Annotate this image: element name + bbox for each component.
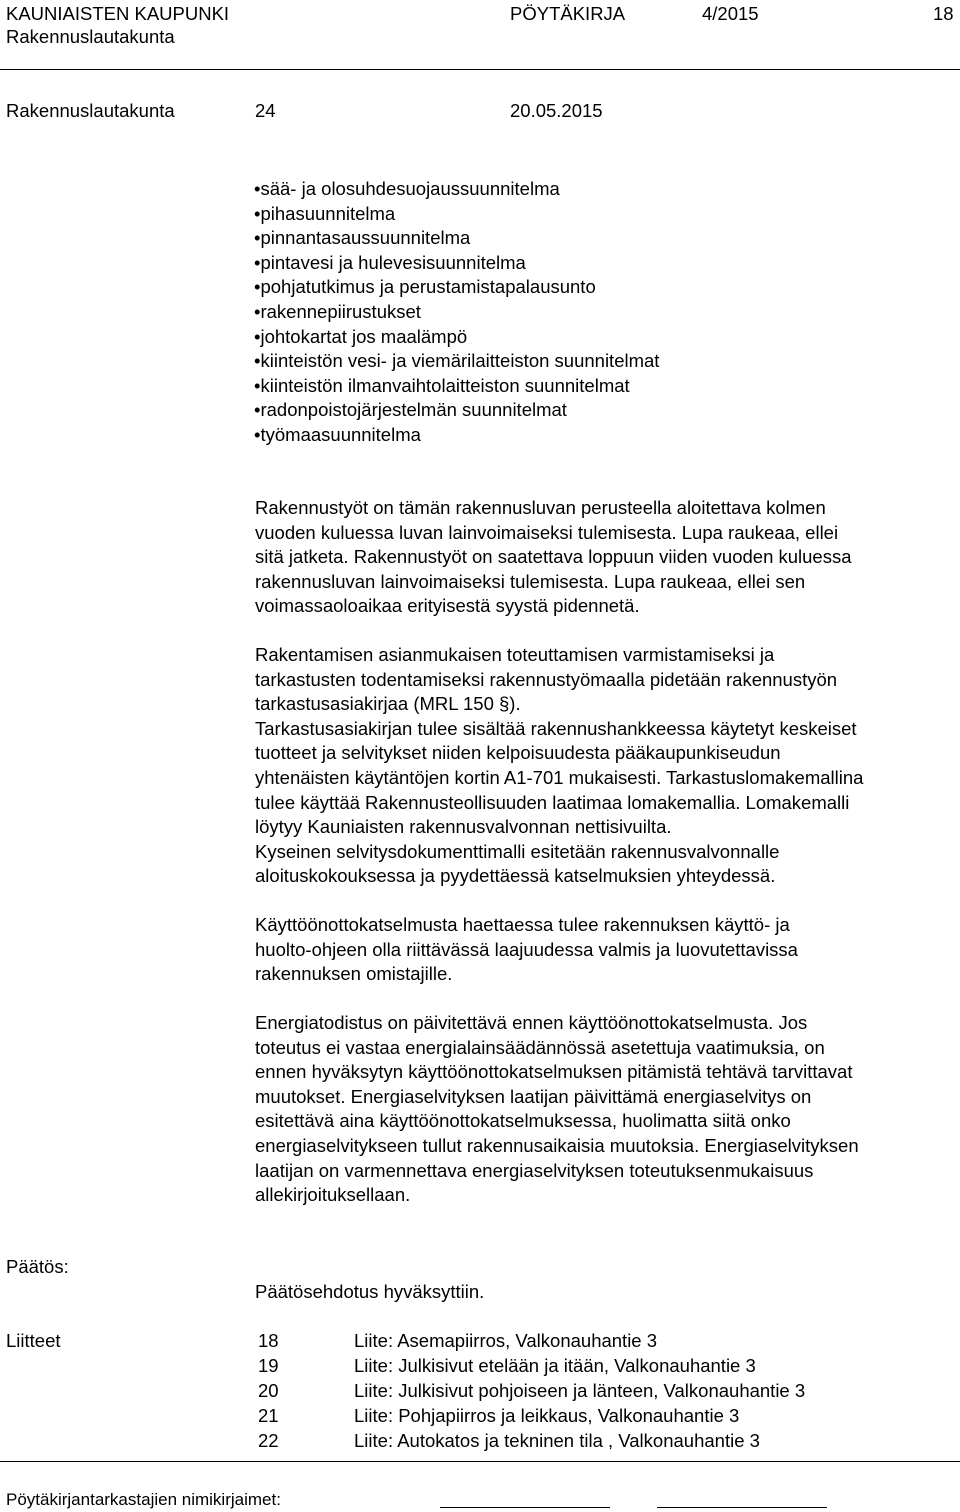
list-item: • rakennepiirustukset: [254, 300, 659, 325]
doc-number: 4/2015: [702, 3, 759, 24]
org-name: KAUNIAISTEN KAUPUNKI: [6, 3, 230, 24]
committee-name: Rakennuslautakunta: [6, 26, 175, 47]
attachment-number: 18: [258, 1330, 279, 1351]
list-item: • kiinteistön ilmanvaihtolaitteiston suunnitelmat: [254, 374, 659, 399]
attachment-text: Liite: Julkisivut etelään ja itään, Valkonauhantie 3: [354, 1355, 756, 1376]
list-item: • pinnantasaussuunnitelma: [254, 226, 659, 251]
attachment-number: 22: [258, 1430, 279, 1451]
attachment-text: Liite: Julkisivut pohjoiseen ja länteen, Valkonauhantie 3: [354, 1380, 806, 1401]
attachment-text: Liite: Autokatos ja tekninen tila , Valkonauhantie 3: [354, 1430, 760, 1451]
doc-type: PÖYTÄKIRJA: [510, 3, 626, 24]
signature-line: [657, 1507, 827, 1508]
attachment-text: Liite: Asemapiirros, Valkonauhantie 3: [354, 1330, 658, 1351]
footer-rule: [0, 1461, 960, 1462]
attachment-number: 19: [258, 1355, 279, 1376]
paragraph-construction-period: Rakennustyöt on tämän rakennusluvan perusteella aloitettava kolmen vuoden kuluessa luvan lainvoimaiseksi tulemisesta. Lupa raukeaa, ellei sitä jatketa. Rakennustyöt on saatettava loppuun viiden vuoden kuluessa rakennusluvan lainvoimaiseksi tulemisesta. Lupa raukeaa, ellei sen voimassaoloaikaa erityisestä syystä pidennetä.: [255, 497, 852, 617]
decision-text: Päätösehdotus hyväksyttiin.: [255, 1281, 485, 1302]
signature-label: Pöytäkirjantarkastajien nimikirjaimet:: [6, 1490, 281, 1509]
list-item: • pintavesi ja hulevesisuunnitelma: [254, 251, 659, 276]
page-number: 18: [933, 3, 954, 24]
paragraph-commissioning-inspection: Käyttöönottokatselmusta haettaessa tulee rakennuksen käyttö- ja huolto-ohjeen olla riittävässä laajuudessa valmis ja luovutettavissa rakennuksen omistajille.: [255, 914, 798, 985]
list-item: • sää- ja olosuhdesuojaussuunnitelma: [254, 177, 659, 202]
list-item: • pihasuunnitelma: [254, 202, 659, 227]
paragraph-energy-certificate: Energiatodistus on päivitettävä ennen käyttöönottokatselmusta. Jos toteutus ei vastaa energialainsäädännössä asetettuja vaatimuksia, on ennen hyväksytyn käyttöönottokatselmuksen pitämistä tehtävä tarvittavat muutokset. Energiaselvityksen laatijan päivittämä energiaselvitys on esitettävä aina käyttöönottokatselmuksessa, huolimatta siitä onko energiaselvitykseen tullut rakennusaikaisia muutoksia. Energiaselvityksen laatijan on varmennettava energiaselvityksen toteutuksenmukaisuus allekirjoituksellaan.: [255, 1012, 859, 1206]
header-rule: [0, 69, 960, 70]
list-item: • kiinteistön vesi- ja viemärilaitteiston suunnitelmat: [254, 349, 659, 374]
attachments-label: Liitteet: [6, 1330, 61, 1351]
meeting-committee: Rakennuslautakunta: [6, 100, 175, 121]
paragraph-inspection-document: Rakentamisen asianmukaisen toteuttamisen varmistamiseksi ja tarkastusten todentamiseksi rakennustyömaalla pidetään rakennustyön tarkastusasiakirjaa (MRL 150 §). Tarkastusasiakirjan tulee sisältää rakennushankkeessa käytetyt keskeiset tuotteet ja selvitykset niiden kelpoisuudesta pääkaupunkiseudun yhtenäisten käytäntöjen kortin A1-701 mukaisesti. Tarkastuslomakemallina tulee käyttää Rakennusteollisuuden laatimaa lomakemallia. Lomakemalli löytyy Kauniaisten rakennusvalvonnan nettisivuilta. Kyseinen selvitysdokumenttimalli esitetään rakennusvalvonnalle aloituskokouksessa ja pyydettäessä katselmuksien yhteydessä.: [255, 644, 864, 887]
list-item: • pohjatutkimus ja perustamistapalausunto: [254, 275, 659, 300]
meeting-date: 20.05.2015: [510, 100, 603, 121]
required-documents-list: [254, 177, 659, 448]
list-item: • johtokartat jos maalämpö: [254, 325, 659, 350]
attachment-text: Liite: Pohjapiirros ja leikkaus, Valkonauhantie 3: [354, 1405, 740, 1426]
list-item: • radonpoistojärjestelmän suunnitelmat: [254, 398, 659, 423]
list-item: • työmaasuunnitelma: [254, 423, 659, 448]
signature-line: [440, 1507, 610, 1508]
item-number: 24: [255, 100, 276, 121]
decision-label: Päätös:: [6, 1256, 69, 1277]
attachment-number: 20: [258, 1380, 279, 1401]
attachment-number: 21: [258, 1405, 279, 1426]
